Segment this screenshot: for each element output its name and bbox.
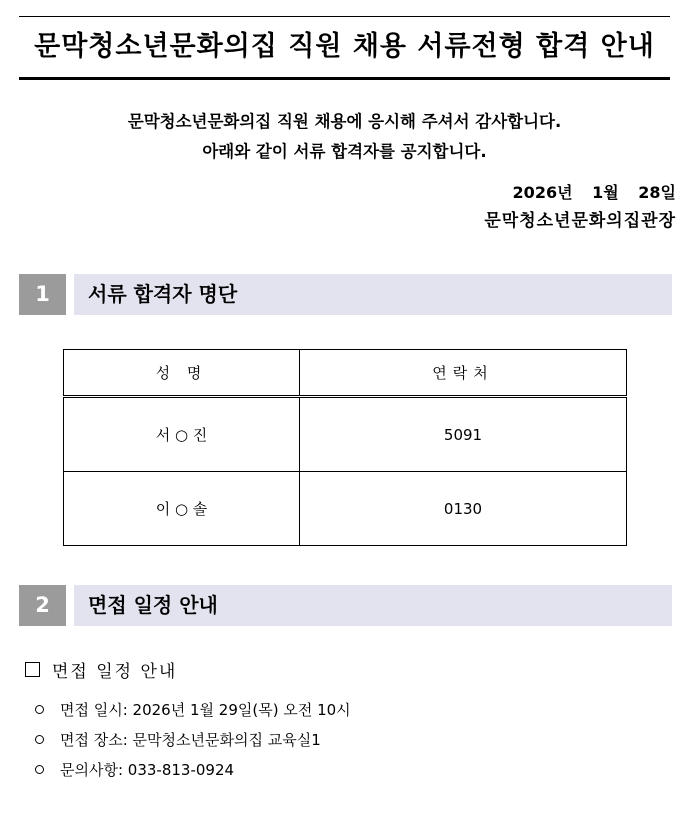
- intro-line-2: 아래와 같이 서류 합격자를 공지합니다.: [202, 142, 487, 161]
- name-column-header: 성 명: [64, 350, 300, 397]
- organization-name: 문막청소년문화의집관장: [484, 211, 676, 231]
- schedule-list: [35, 694, 351, 784]
- contact-column-header: 연락처: [300, 350, 627, 397]
- table-header-row: [64, 350, 627, 397]
- intro-line-1: 문막청소년문화의집 직원 채용에 응시해 주셔서 감사합니다.: [127, 112, 562, 131]
- passed-applicants-table: [63, 349, 627, 546]
- applicant-contact: 0130: [300, 472, 627, 546]
- title-underline: [19, 77, 670, 80]
- circle-bullet-icon: [35, 705, 44, 714]
- list-item: [35, 754, 351, 784]
- empty-square-icon: [25, 662, 40, 677]
- applicant-contact: 5091: [300, 397, 627, 472]
- list-item: [35, 694, 351, 724]
- page-title: 문막청소년문화의집 직원 채용 서류전형 합격 안내: [34, 31, 655, 62]
- section-1-number: 1: [19, 274, 66, 315]
- section-1-title: 서류 합격자 명단: [74, 274, 672, 315]
- list-item: [35, 724, 351, 754]
- interview-datetime: 면접 일시: 2026년 1월 29일(목) 오전 10시: [60, 700, 351, 719]
- interview-location: 면접 장소: 문막청소년문화의집 교육실1: [60, 730, 321, 749]
- section-2-title: 면접 일정 안내: [74, 585, 672, 626]
- schedule-subheading-text: 면접 일정 안내: [52, 662, 178, 682]
- top-rule: [19, 16, 670, 17]
- applicant-name: 이 ○ 솔: [64, 472, 300, 546]
- inquiry-phone: 문의사항: 033-813-0924: [60, 760, 235, 779]
- notice-date: 2026년 1월 28일: [512, 183, 676, 202]
- schedule-subheading: [25, 657, 177, 682]
- circle-bullet-icon: [35, 765, 44, 774]
- section-2-number: 2: [19, 585, 66, 626]
- table-row: [64, 472, 627, 546]
- circle-bullet-icon: [35, 735, 44, 744]
- applicant-name: 서 ○ 진: [64, 397, 300, 472]
- table-row: [64, 397, 627, 472]
